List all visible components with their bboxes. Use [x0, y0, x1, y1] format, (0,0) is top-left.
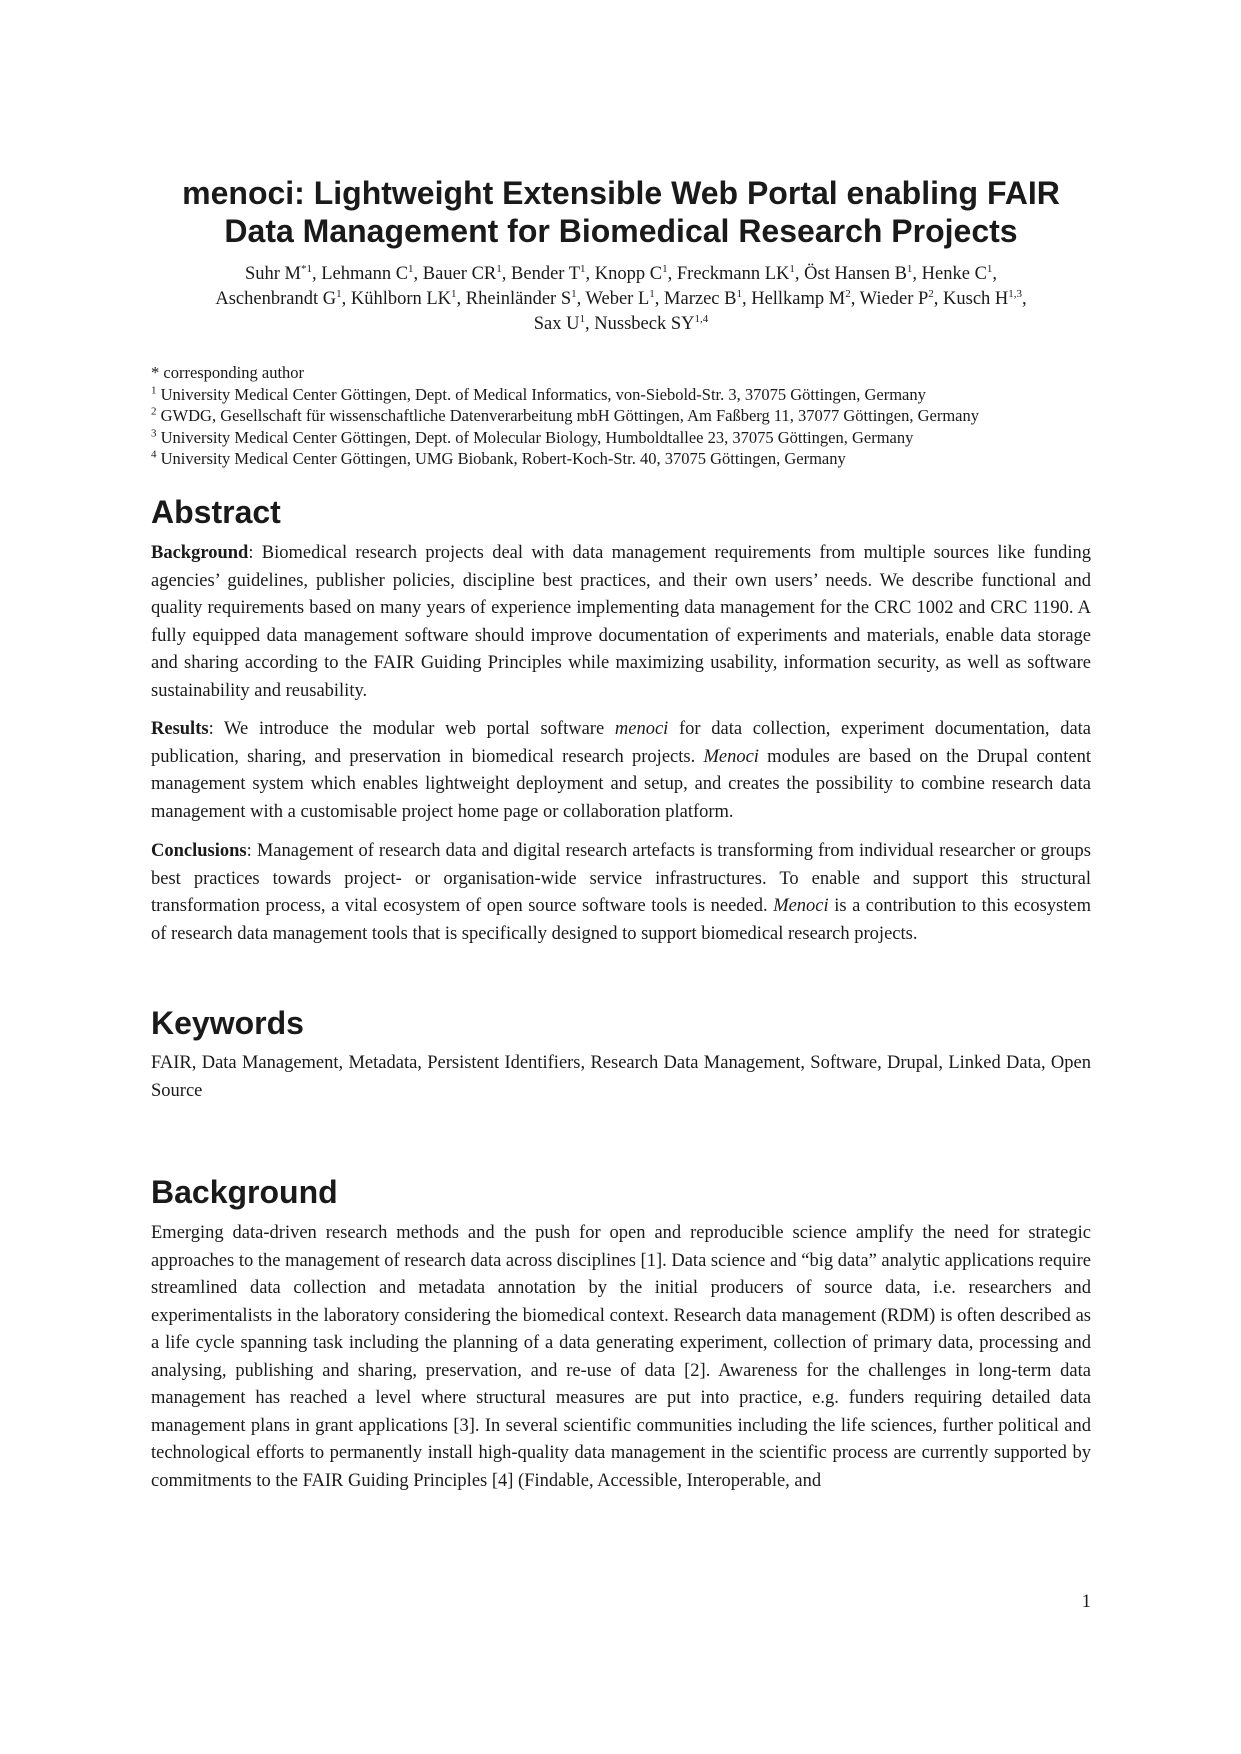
author: Nussbeck SY$^{1,4}$: [594, 312, 709, 334]
title-line-2: Data Management for Biomedical Research Projects: [224, 213, 1018, 249]
author-list: Suhr $M^{*1}$, Lehmann $C^1$, Bauer $CR^1$, Bender $T^1$, Knopp $C^1$, Freckmann $LK^1$, Öst Hansen $B^1$, Henke $C^1$, Aschenbrandt $G^1$, Kühlborn $LK^1$, Rheinländer $S^1$, Weber $L^1$, Marzec $B^1$, Hellkamp $M^2$, Wieder $P^2$, Kusch H$^{1,3}$, Sax $U^1$, Nussbeck SY$^{1,4}$: [215, 262, 1027, 334]
author: Wieder $P^2$: [859, 287, 934, 309]
paper-title: [151, 174, 1091, 250]
page-number: 1: [1081, 1592, 1091, 1612]
background-text: Emerging data-driven research methods and the push for open and reproducible science amplify the need for strategic approaches to the management of research data across disciplines [1]. Data science and “big data” analytic applications require streamlined data collection and metadata annotation by the initial producers of source data, i.e. researchers and experimentalists in the laboratory considering the biomedical context. Research data management (RDM) is often described as a life cycle spanning task including the planning of a data generating experiment, collection of primary data, processing and analysing, publishing and sharing, preservation, and re-use of data [2]. Awareness for the challenges in long-term data management has reached a level where structural measures are put into practice, e.g. funders requiring detailed data management plans in grant applications [3]. In several scientific communities including the life sciences, further political and technological efforts to permanently install high-quality data management in the scientific process are currently supported by commitments to the FAIR Guiding Principles [4] (Findable, Accessible, Interoperable, and: [151, 1223, 1092, 1491]
author: Hellkamp $M^2$: [751, 287, 851, 309]
author: Lehmann $C^1$: [321, 262, 414, 284]
author: Aschenbrandt $G^1$: [215, 287, 342, 309]
author: Rheinländer $S^1$: [465, 287, 577, 309]
affiliation-3: $^3$ University Medical Center Göttingen, Dept. of Molecular Biology, Humboldtallee 23, 37075 Göttingen, Germany: [151, 427, 914, 447]
affiliation-2: $^2$ GWDG, Gesellschaft für wissenschaftliche Datenverarbeitung mbH Göttingen, Am Faßberg 11, 37077 Göttingen, Germany: [151, 405, 980, 425]
abstract-conclusions: Conclusions: Management of research data and digital research artefacts is transforming from individual researcher or groups best practices towards project- or organisation-wide service infrastructures. To enable and support this structural transformation process, a vital ecosystem of open source software tools is needed. Menoci is a contribution to this ecosystem of research data management tools that is specifically designed to support biomedical research projects.: [151, 841, 1091, 944]
affiliations: [151, 362, 1091, 470]
corresponding-author-note: * corresponding author: [151, 363, 305, 382]
author: Henke $C^1$: [921, 262, 993, 284]
keywords-heading: Keywords: [151, 1005, 304, 1041]
abstract-heading: Abstract: [151, 494, 281, 530]
author: Weber $L^1$: [585, 287, 655, 309]
author: Kühlborn $LK^1$: [350, 287, 457, 309]
affiliation-4: $^4$ University Medical Center Göttingen, UMG Biobank, Robert-Koch-Str. 40, 37075 Göttingen, Germany: [151, 448, 846, 468]
author: Bender $T^1$: [511, 262, 586, 284]
author: Freckmann $LK^1$: [676, 262, 795, 284]
author: Marzec $B^1$: [664, 287, 742, 309]
title-line-1: menoci: Lightweight Extensible Web Portal enabling FAIR: [182, 175, 1060, 211]
affiliation-1: $^1$ University Medical Center Göttingen, Dept. of Medical Informatics, von-Siebold-Str. 3, 37075 Göttingen, Germany: [151, 384, 926, 404]
keywords-text: FAIR, Data Management, Metadata, Persistent Identifiers, Research Data Management, Software, Drupal, Linked Data, Open Source: [151, 1053, 1091, 1101]
abstract-results: Results: We introduce the modular web portal software menoci for data collection, experiment documentation, data publication, sharing, and preservation in biomedical research projects. Menoci modules are based on the Drupal content management system which enables lightweight deployment and setup, and creates the possibility to combine research data management with a customisable project home page or collaboration platform.: [151, 719, 1092, 822]
author: Öst Hansen $B^1$: [804, 262, 913, 284]
author: Sax $U^1$: [533, 312, 586, 334]
author: Bauer $CR^1$: [422, 262, 502, 284]
background-heading: Background: [151, 1174, 338, 1210]
author: Knopp $C^1$: [594, 262, 668, 284]
author: Kusch H$^{1,3}$: [943, 287, 1023, 309]
author: Suhr $M^{*1}$: [244, 262, 312, 284]
abstract-background: Background: Biomedical research projects deal with data management requirements from multiple sources like funding agencies’ guidelines, publisher policies, discipline best practices, and their own users’ needs. We describe functional and quality requirements based on many years of experience implementing data management for the CRC 1002 and CRC 1190. A fully equipped data management software should improve documentation of experiments and materials, enable data storage and sharing according to the FAIR Guiding Principles while maximizing usability, information security, as well as software sustainability and reusability.: [151, 543, 1091, 701]
